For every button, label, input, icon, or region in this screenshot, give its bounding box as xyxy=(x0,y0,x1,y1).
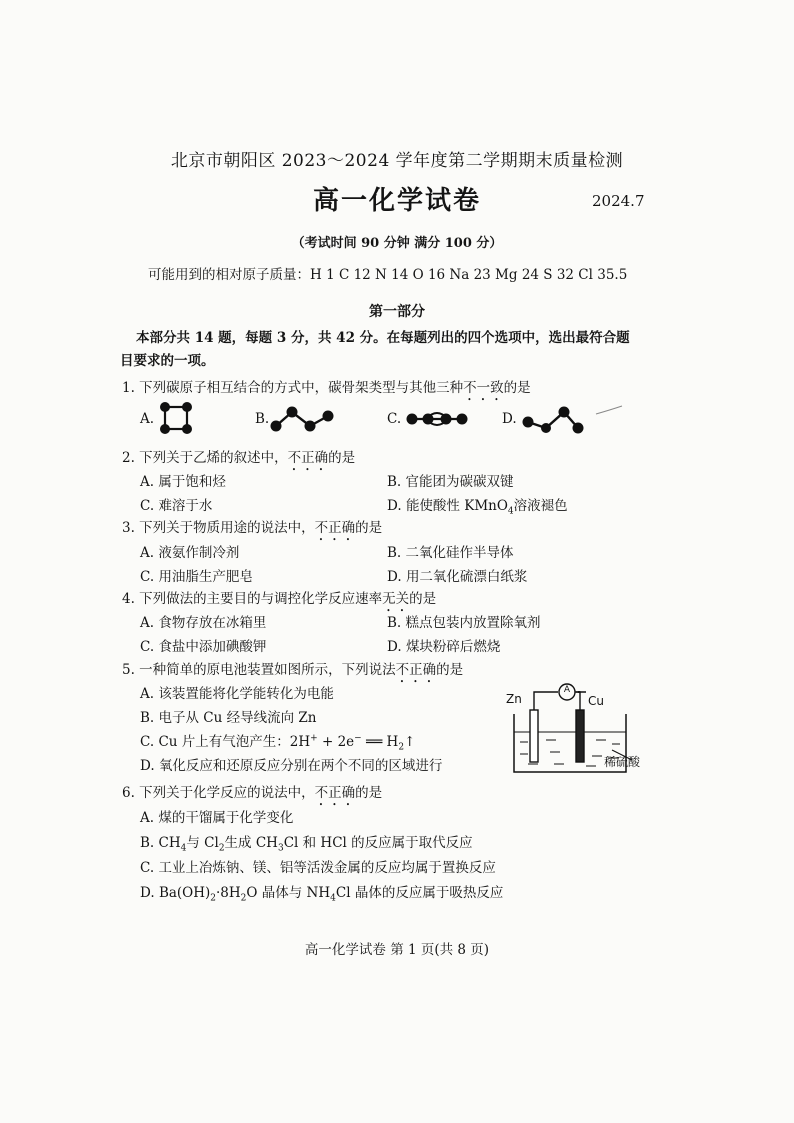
question-1-stem: 1. 下列碳原子相互结合的方式中，碳骨架类型与其他三种不一致的是 xyxy=(122,380,531,396)
q5-option-d: D. 氧化反应和还原反应分别在两个不同的区域进行 xyxy=(140,758,443,774)
q1-option-c-label: C. xyxy=(387,411,402,427)
zn-electrode xyxy=(530,710,538,762)
q1-option-d-branched-molecule xyxy=(518,400,628,436)
instructions: 本部分共 14 题，每题 3 分，共 42 分。在每题列出的四个选项中，选出最符合题目要求的一项。 xyxy=(120,330,630,369)
q6-option-d: D. $Ba(OH)_2\cdot 8H_2O$ 晶体与 $NH_4Cl$ 晶体的反应属于吸热反应 xyxy=(140,885,504,904)
q4-option-a: A. 食物存放在冰箱里 xyxy=(140,615,267,631)
q1-option-d-label: D. xyxy=(502,411,517,427)
question-3-stem: 3. 下列关于物质用途的说法中，不正确的是 xyxy=(122,520,383,536)
q2-option-c: C. 难溶于水 xyxy=(140,498,213,514)
q3-option-b: B. 二氧化硅作半导体 xyxy=(387,545,514,561)
cu-electrode xyxy=(576,710,584,762)
question-4-stem: 4. 下列做法的主要目的与调控化学反应速率无关的是 xyxy=(122,591,437,607)
atomic-masses: 可能用到的相对原子质量：H 1 C 12 N 14 O 16 Na 23 Mg 24 S 32 Cl 35.5 xyxy=(148,267,628,283)
q2-option-b: B. 官能团为碳碳双键 xyxy=(387,474,514,490)
q6-option-c: C. 工业上冶炼钠、镁、铝等活泼金属的反应均属于置换反应 xyxy=(140,860,496,876)
q2-option-a: A. 属于饱和烃 xyxy=(140,474,226,490)
q3-option-a: A. 液氨作制冷剂 xyxy=(140,545,240,561)
q1-option-a-label: A. xyxy=(140,411,155,427)
q5-option-b: B. 电子从 Cu 经导线流向 Zn xyxy=(140,710,317,726)
q1-option-a-ring-molecule xyxy=(158,400,194,436)
page-title: 高一化学试卷 xyxy=(312,186,481,216)
q4-option-b: B. 糕点包装内放置除氧剂 xyxy=(387,615,541,631)
q4-option-d: D. 煤块粉碎后燃烧 xyxy=(387,639,501,655)
q3-option-c: C. 用油脂生产肥皂 xyxy=(140,569,253,585)
zn-label: Zn xyxy=(506,692,522,706)
exam-header: 北京市朝阳区 2023～2024 学年度第二学期期末质量检测 xyxy=(170,151,624,171)
q2-option-d: D. 能使酸性 KMnO$_4$溶液褪色 xyxy=(387,498,568,517)
question-2-stem: 2. 下列关于乙烯的叙述中，不正确的是 xyxy=(122,450,356,466)
exam-date: 2024.7 xyxy=(592,192,645,210)
q6-option-a: A. 煤的干馏属于化学变化 xyxy=(140,810,294,826)
q5-option-c: C. Cu 片上有气泡产生：2H+ + 2e− ══ $H_2↑$ xyxy=(140,733,416,753)
q1-option-b-label: B. xyxy=(255,411,270,427)
cu-label: Cu xyxy=(588,694,604,708)
q1-option-b-chain-molecule xyxy=(268,402,338,434)
question-5-stem: 5. 一种简单的原电池装置如图所示，下列说法不正确的是 xyxy=(122,662,464,678)
ammeter-label: A xyxy=(563,685,571,695)
dilute-sulfuric-acid-label: 稀硫酸 xyxy=(604,755,641,769)
q5-option-a: A. 该装置能将化学能转化为电能 xyxy=(140,686,334,702)
q1-option-c-chain-molecule xyxy=(404,404,470,434)
question-6-stem: 6. 下列关于化学反应的说法中，不正确的是 xyxy=(122,785,383,801)
q6-option-b: B. $CH_4$与 $Cl_2$生成 $CH_3Cl$ 和 HCl 的反应属于取代反应 xyxy=(140,835,473,854)
page-footer: 高一化学试卷 第 1 页(共 8 页) xyxy=(304,942,490,958)
q3-option-d: D. 用二氧化硫漂白纸浆 xyxy=(387,569,528,585)
part-heading: 第一部分 xyxy=(369,304,425,320)
q4-option-c: C. 食盐中添加碘酸钾 xyxy=(140,639,267,655)
exam-info: （考试时间 90 分钟 满分 100 分） xyxy=(291,236,503,251)
